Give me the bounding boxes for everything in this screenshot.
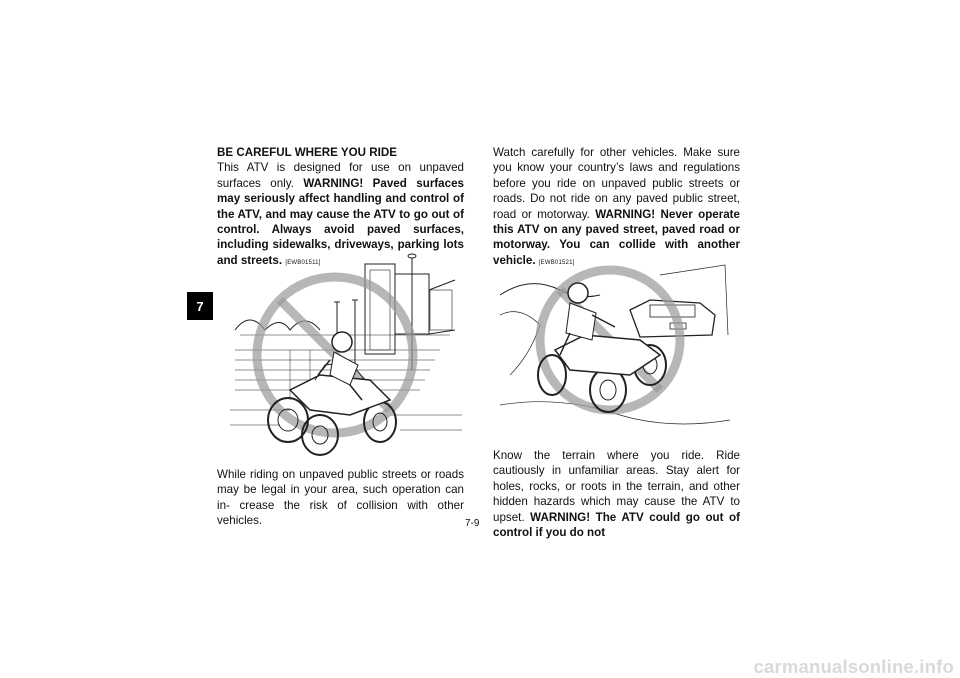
left-intro-text: This ATV is designed for use on unpaved surfaces only.: [217, 161, 464, 190]
right-warning-code: [EWB01521]: [538, 259, 575, 266]
right-warning-text: WARNING! Never operate this ATV on any paved street, paved road or motorway. You can collide with another vehicle.: [493, 207, 740, 267]
watermark: carmanualsonline.info: [753, 656, 954, 677]
right-bottom-paragraph: [493, 448, 740, 540]
atv-public-road-illustration: [500, 255, 730, 440]
section-tab: 7: [187, 292, 213, 320]
right-column: [493, 145, 740, 271]
right-intro-text: Watch carefully for other vehicles. Make sure you know your country’s laws and regulations before you ride on unpaved public streets or roads. Do not ride on any paved public street, road or motorway.: [493, 146, 740, 221]
left-warning-code: [EWB01511]: [285, 259, 321, 266]
left-warning-text: WARNING! Paved surfaces may seriously affect handling and control of the ATV, and may cause the ATV to go out of control. Always avoid paved surfaces, including sidewalks, driveways, parking lots and streets.: [217, 176, 464, 267]
atv-paved-surface-illustration: [230, 250, 462, 460]
right-bottom-warning: WARNING! The ATV could go out of control if you do not: [493, 510, 740, 540]
section-heading: BE CAREFUL WHERE YOU RIDE: [217, 146, 397, 159]
left-bottom-paragraph: While riding on unpaved public streets or roads may be legal in your area, such operation can in- crease the risk of collision with other vehicles.: [217, 468, 464, 528]
right-bottom-text: Know the terrain where you ride. Ride cautiously in unfamiliar areas. Stay alert for holes, rocks, or roots in the terrain, and other hidden hazards which may cause the ATV to upset.: [493, 449, 740, 524]
page-number: 7-9: [465, 518, 480, 529]
